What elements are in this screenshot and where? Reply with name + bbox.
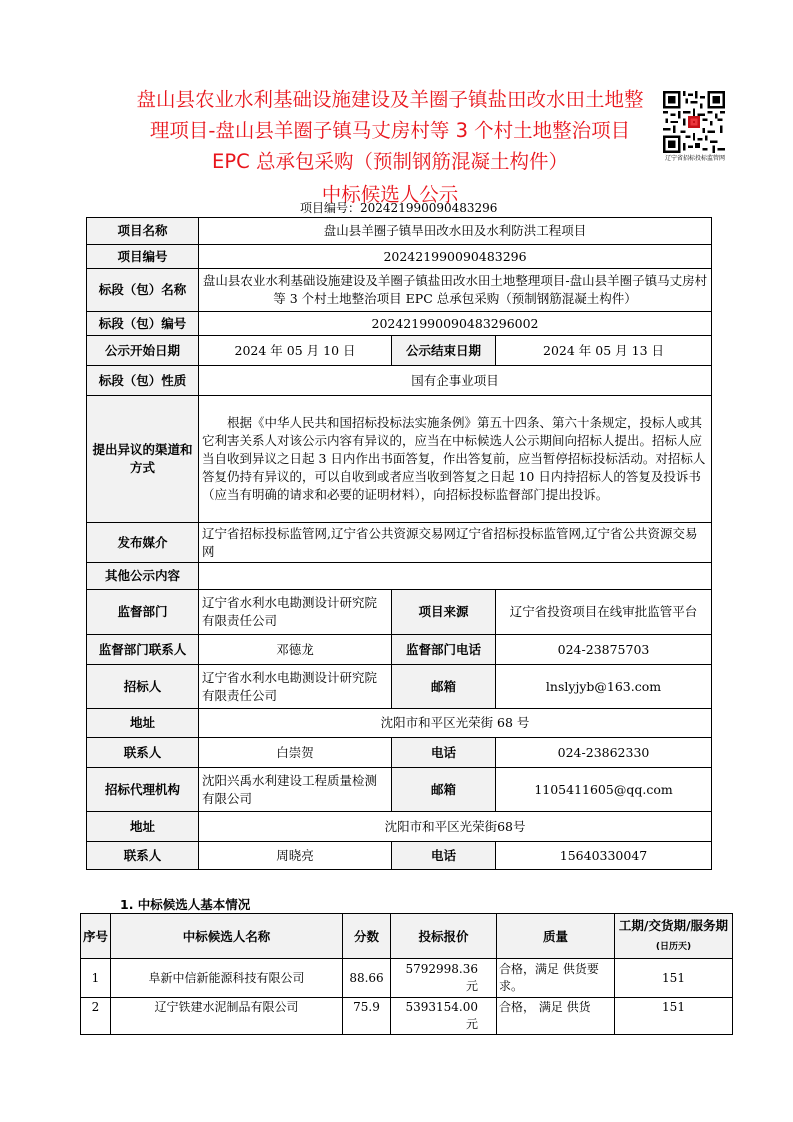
nature-label: 标段（包）性质 (87, 366, 199, 396)
objection-text: 根据《中华人民共和国招标投标法实施条例》第五十四条、第六十条规定，投标人或其它利害关系人对该公示内容有异议的，应当在中标候选人公示期间向招标人提出。招标人应当自收到异议之日起 3 日内作出书面答复，作出答复前，应当暂停招标投标活动。对招标人答复仍持有异议的，可以自收到或者应当收到答复之日起 10 日内持招标人的答复及投诉书（应当有明确的请求和必要的证明材料），向招标投标监督部门提出投诉。 (199, 396, 712, 523)
table-row (87, 768, 712, 812)
row-score: 75.9 (343, 998, 391, 1035)
agency-email-value: 1105411605@qq.com (496, 768, 712, 812)
tenderer-contact-value: 白崇贺 (199, 738, 392, 768)
project-name-label: 项目名称 (87, 218, 199, 245)
agency-address-value: 沈阳市和平区光荣街68号 (199, 812, 712, 842)
table-row (87, 635, 712, 665)
agency-email-label: 邮箱 (392, 768, 496, 812)
title-line-3: EPC 总承包采购（预制钢筋混凝土构件） (212, 150, 568, 173)
notice-title (100, 84, 680, 210)
col-header-price: 投标报价 (391, 914, 497, 959)
table-row (87, 312, 712, 336)
project-number-label: 项目编号： (300, 201, 361, 215)
sup-phone-label: 监督部门电话 (392, 635, 496, 665)
sup-contact-value: 邓德龙 (199, 635, 392, 665)
tenderer-value: 辽宁省水利水电勘测设计研究院有限责任公司 (199, 665, 392, 709)
media-value: 辽宁省招标投标监管网,辽宁省公共资源交易网辽宁省招标投标监管网,辽宁省公共资源交易网 (199, 523, 712, 563)
tenderer-email-label: 邮箱 (392, 665, 496, 709)
table-row (87, 336, 712, 366)
project-code-value: 202421990090483296 (199, 245, 712, 269)
supervisor-value: 辽宁省水利水电勘测设计研究院有限责任公司 (199, 590, 392, 635)
table-header-row (81, 914, 733, 959)
section-name-value: 盘山县农业水利基础设施建设及羊圈子镇盐田改水田土地整理项目-盘山县羊圈子镇马丈房村等 3 个村土地整治项目 EPC 总承包采购（预制钢筋混凝土构件） (199, 269, 712, 312)
row-quality: 合格， 满足 供货 (497, 998, 615, 1035)
section-code-label: 标段（包）编号 (87, 312, 199, 336)
col-header-period-label: 工期/交货期/服务期 (618, 917, 729, 933)
media-label: 发布媒介 (87, 523, 199, 563)
project-name-value: 盘山县羊圈子镇旱田改水田及水利防洪工程项目 (199, 218, 712, 245)
end-date-label: 公示结束日期 (392, 336, 496, 366)
table-row (87, 842, 712, 870)
title-line-1: 盘山县农业水利基础设施建设及羊圈子镇盐田改水田土地整 (136, 88, 644, 111)
agency-value: 沈阳兴禹水利建设工程质量检测有限公司 (199, 768, 392, 812)
supervisor-label: 监督部门 (87, 590, 199, 635)
agency-label: 招标代理机构 (87, 768, 199, 812)
tenderer-address-label: 地址 (87, 709, 199, 738)
agency-contact-label: 联系人 (87, 842, 199, 870)
table-row (87, 366, 712, 396)
row-name: 阜新中信新能源科技有限公司 (111, 959, 343, 998)
tenderer-contact-label: 联系人 (87, 738, 199, 768)
candidates-table (80, 913, 733, 1035)
row-price: 5792998.36 元 (391, 959, 497, 998)
objection-label: 提出异议的渠道和方式 (87, 396, 199, 523)
table-row (87, 218, 712, 245)
title-line-4: 中标候选人公示 (321, 183, 459, 206)
row-period: 151 (615, 998, 733, 1035)
tenderer-email-value: lnslyjyb@163.com (496, 665, 712, 709)
info-table (86, 217, 712, 870)
source-value: 辽宁省投资项目在线审批监管平台 (496, 590, 712, 635)
source-label: 项目来源 (392, 590, 496, 635)
tenderer-label: 招标人 (87, 665, 199, 709)
sup-phone-value: 024-23875703 (496, 635, 712, 665)
project-code-label: 项目编号 (87, 245, 199, 269)
project-number (300, 199, 497, 216)
agency-phone-label: 电话 (392, 842, 496, 870)
table-row (87, 812, 712, 842)
col-header-name: 中标候选人名称 (111, 914, 343, 959)
end-date-value: 2024 年 05 月 13 日 (496, 336, 712, 366)
table-row (87, 590, 712, 635)
agency-address-label: 地址 (87, 812, 199, 842)
table-row (87, 709, 712, 738)
col-header-period (615, 914, 733, 959)
col-header-quality: 质量 (497, 914, 615, 959)
tenderer-address-value: 沈阳市和平区光荣街 68 号 (199, 709, 712, 738)
nature-value: 国有企事业项目 (199, 366, 712, 396)
qr-code-icon (663, 91, 725, 153)
other-label: 其他公示内容 (87, 563, 199, 590)
row-no: 1 (81, 959, 111, 998)
section-code-value: 202421990090483296002 (199, 312, 712, 336)
start-date-value: 2024 年 05 月 10 日 (199, 336, 392, 366)
table-row (81, 998, 733, 1035)
title-line-2: 理项目-盘山县羊圈子镇马丈房村等 3 个村土地整治项目 (149, 119, 631, 142)
table-row (87, 563, 712, 590)
row-score: 88.66 (343, 959, 391, 998)
table-row (87, 738, 712, 768)
table-row (87, 245, 712, 269)
row-name: 辽宁铁建水泥制品有限公司 (111, 998, 343, 1035)
qr-caption: 辽宁省招标投标监管网 (664, 155, 725, 162)
row-quality: 合格，满足 供货要求。 (497, 959, 615, 998)
table-row (87, 269, 712, 312)
table-row (81, 959, 733, 998)
col-header-period-unit: (日历天) (655, 941, 692, 952)
section-name-label: 标段（包）名称 (87, 269, 199, 312)
table-row (87, 523, 712, 563)
sup-contact-label: 监督部门联系人 (87, 635, 199, 665)
col-header-no: 序号 (81, 914, 111, 959)
agency-phone-value: 15640330047 (496, 842, 712, 870)
other-value (199, 563, 712, 590)
project-number-value: 202421990090483296 (360, 201, 498, 215)
table-row (87, 665, 712, 709)
row-period: 151 (615, 959, 733, 998)
agency-contact-value: 周晓亮 (199, 842, 392, 870)
row-price: 5393154.00 元 (391, 998, 497, 1035)
row-no: 2 (81, 998, 111, 1035)
col-header-score: 分数 (343, 914, 391, 959)
start-date-label: 公示开始日期 (87, 336, 199, 366)
candidates-section-title: 1. 中标候选人基本情况 (120, 897, 251, 912)
table-row (87, 396, 712, 523)
tenderer-phone-label: 电话 (392, 738, 496, 768)
tenderer-phone-value: 024-23862330 (496, 738, 712, 768)
